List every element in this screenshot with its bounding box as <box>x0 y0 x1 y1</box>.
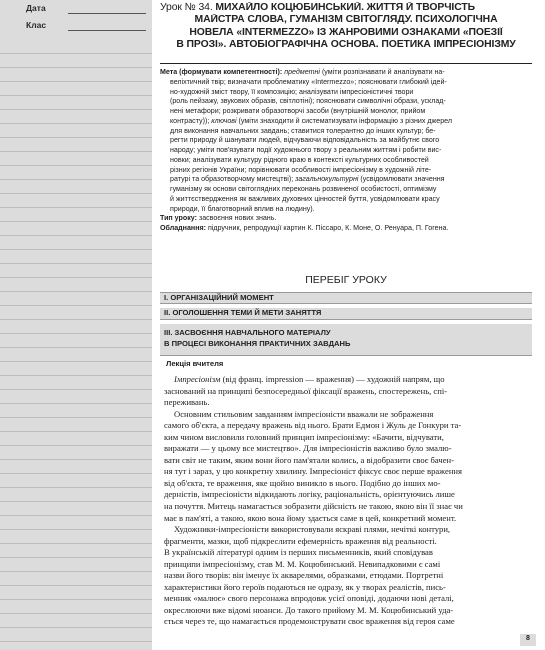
notes-lines <box>0 40 152 644</box>
goal-line <box>160 88 532 98</box>
lecture-line <box>164 466 530 478</box>
goal-line <box>160 107 532 117</box>
lesson-title-line-4: В ПРОЗІ». АВТОБІОГРАФІЧНА ОСНОВА. ПОЕТИКА ІМПРЕСІОНІЗМУ <box>176 39 516 51</box>
goal-line <box>160 146 532 156</box>
lecture-text <box>164 374 530 628</box>
goal-text: народу; уміти пов'язувати події художнього твору з реальним життям і робити вис- <box>170 146 442 154</box>
goal-lines <box>160 68 532 214</box>
section-new-material-line-2: В ПРОЦЕСІ ВИКОНАННЯ ПРАКТИЧНИХ ЗАВДАНЬ <box>164 338 351 348</box>
main-column <box>160 0 532 650</box>
lecture-line <box>164 443 530 455</box>
lecture-text-run: Основним стильовим завданням імпресіоністи вважали не зображення <box>174 408 434 419</box>
lecture-heading: Лекція вчителя <box>166 359 224 368</box>
goals-label: Мета (формувати компетентності): <box>160 68 283 76</box>
lecture-text-run: виражати — у цьому все мистецтво». Для імпресіоністів важливо було змалю- <box>164 443 452 454</box>
date-field-line <box>68 13 146 14</box>
lecture-line <box>164 386 530 398</box>
lesson-goals <box>160 68 532 234</box>
lecture-line <box>164 420 530 432</box>
lecture-text-run: вати світ не таким, яким вони його пам'ятали колись, а відобразити своє бачен- <box>164 454 454 465</box>
lecture-line <box>164 547 530 559</box>
goal-text: нені метафори; розкривати образотворчі засоби (внутрішній монолог, прийом <box>170 107 426 115</box>
lecture-text-run: менник «малює» свого персонажа впродовж усієї оповіді, додаючи нові деталі, <box>164 593 454 604</box>
lecture-line <box>164 616 530 628</box>
lecture-text-run: самого об'єкта, а передачу вражень від нього. Брати Едмон і Жуль де Гонкури та- <box>164 420 462 431</box>
lesson-header <box>160 2 532 52</box>
lecture-text-run: В українській літературі одним із перших письменників, який сповідував <box>164 547 433 558</box>
section-new-material <box>160 324 532 356</box>
section-organizational: I. ОРГАНІЗАЦІЙНИЙ МОМЕНТ <box>160 292 532 304</box>
lecture-text-run: фрагменти, мазки, щоб підкреслити ефемерність враження від реальності. <box>164 535 437 546</box>
lecture-line <box>164 513 530 525</box>
class-label: Клас <box>26 20 47 30</box>
goal-text: (усвідомлювати значення <box>358 175 445 184</box>
lesson-type-value: засвоєння нових знань. <box>196 214 277 223</box>
lecture-text-run: ня тут і зараз, у цю конкретну хвилину. Імпресіоніст фіксує своє перше враження <box>164 466 462 477</box>
class-row <box>0 20 152 34</box>
goal-line <box>160 195 532 205</box>
lesson-title-line-2: МАЙСТРА СЛОВА, ГУМАНІЗМ СВІТОГЛЯДУ. ПСИХОЛОГІЧНА <box>194 14 498 26</box>
lecture-line <box>164 501 530 513</box>
goal-text: гуманізму як основи світоглядних переконань розвиненої особистості, оптимізму <box>170 185 437 193</box>
lecture-line <box>164 455 530 467</box>
section-topic-goals: II. ОГОЛОШЕННЯ ТЕМИ Й МЕТИ ЗАНЯТТЯ <box>160 308 532 320</box>
goal-emphasis: загальнокультурні <box>295 175 359 184</box>
section-new-material-line-1: III. ЗАСВОЄННЯ НАВЧАЛЬНОГО МАТЕРІАЛУ <box>164 328 331 337</box>
equipment-label: Обладнання: <box>160 224 206 232</box>
goal-text: новки; аналізувати культуру рідного краю в контексті культурних особливостей <box>170 155 429 164</box>
lesson-title-line-3: НОВЕЛА «INTERMEZZO» ІЗ ЖАНРОВИМИ ОЗНАКАМИ «ПОЕЗІЇ <box>189 26 503 38</box>
lecture-text-run: ким чином висловили головний принцип імпресіонізму: «Бачити, відчувати, <box>164 431 444 442</box>
lesson-title-part: МИХАЙЛО КОЦЮБИНСЬКИЙ. ЖИТТЯ Й ТВОРЧІСТЬ <box>215 2 475 13</box>
lecture-line <box>164 374 530 386</box>
goal-text: но-художній зміст твору, її композицію; аналізувати імпресіоністичні твори <box>170 87 414 96</box>
lesson-number: Урок № 34. <box>160 2 213 13</box>
page-number: 8 <box>526 635 530 642</box>
goal-text: для виконання навчальних завдань; ставитися толерантно до інших культур; бе- <box>170 126 436 135</box>
lecture-text-run: заснований на принципі безпосередньої фіксації вражень, спостережень, спі- <box>164 385 448 396</box>
lecture-line <box>164 570 530 582</box>
goal-line <box>160 97 532 107</box>
lecture-text-run: окреслюючи вже відомі нюанси. До такого прийому М. М. Коцюбинський уда- <box>164 604 454 615</box>
lecture-text-run: назви його творів: він іменує їх акварелями, образками, етюдами. Портретні <box>164 570 444 581</box>
goal-text: й життєствердження як важливих духовних цінностей буття, усвідомлювати красу <box>170 194 440 203</box>
lecture-line <box>164 582 530 594</box>
lesson-type <box>160 214 532 224</box>
lecture-text-run: від об'єкта, те враження, яке щойно виникло в нього. Подібно до інших мо- <box>164 477 441 488</box>
lecture-text-run: принципи імпресіонізму, став М. М. Коцюбинський. Невипадковими є самі <box>164 558 441 569</box>
header-rule <box>160 63 532 64</box>
goal-line <box>160 185 532 195</box>
goal-emphasis: ключові <box>211 116 237 125</box>
goal-line <box>160 156 532 166</box>
equipment <box>160 224 532 234</box>
date-row <box>0 3 152 17</box>
lecture-text-run: переживань. <box>164 397 210 408</box>
lecture-line <box>164 478 530 490</box>
lecture-line <box>164 524 530 536</box>
lecture-line <box>164 489 530 501</box>
goal-text: (уміти знаходити й систематизувати інформацію з різних джерел <box>236 116 452 125</box>
goal-text: різних регіонів України; порівнювати особливості імпресіонізму в художній літе- <box>170 165 432 174</box>
lecture-line <box>164 409 530 421</box>
lecture-text-run: ється через те, що намагається продемонструвати своє враження від героя саме <box>164 616 455 627</box>
goal-line <box>160 175 532 185</box>
goal-line <box>160 127 532 137</box>
margin-column <box>0 0 152 650</box>
lecture-term: Імпресіонізм <box>174 374 221 384</box>
lecture-line <box>164 559 530 571</box>
lecture-text-run: характеристики його героїв подаються не одразу, як у творах реалістів, пись- <box>164 581 446 592</box>
lecture-line <box>164 397 530 409</box>
goal-text: ратурі та образотворчому мистецтві); <box>170 175 296 184</box>
lecture-line <box>164 605 530 617</box>
lecture-line <box>164 593 530 605</box>
goal-line <box>160 205 532 215</box>
goal-line <box>160 117 532 127</box>
lecture-text-run: на почуття. Митець намагається зобразити дійсність не такою, якою він її знає чи <box>164 501 463 512</box>
course-title: ПЕРЕБІГ УРОКУ <box>305 274 387 286</box>
lesson-type-label: Тип уроку: <box>160 214 197 223</box>
goal-text: контрасту)); <box>170 116 212 125</box>
lecture-text-run: Художники-імпресіоністи використовували яскраві плями, нечіткі контури, <box>174 524 451 535</box>
lecture-text-run: дерністів, імпресіоністи відкидають логіку, раціональність, орієнтуючись лише <box>164 489 455 500</box>
goal-text: (уміти розпізнавати й аналізувати на- <box>319 68 445 76</box>
goal-text: природи, її благотворний вплив на людину). <box>170 204 315 213</box>
lecture-text-run: має в пам'яті, а такою, якою вона йому здається саме в цей, конкретний момент. <box>164 512 457 523</box>
goal-line <box>160 166 532 176</box>
goal-line <box>160 136 532 146</box>
lesson-title-line-1 <box>160 2 532 14</box>
lecture-line <box>164 432 530 444</box>
goal-text: (роль пейзажу, звукових образів, світлотіні); пояснювати символічні образи, усклад- <box>170 97 446 106</box>
goal-text: регти природу й шанувати людей, відчуваючи відповідальність за майбутнє свого <box>170 136 440 145</box>
class-field-line <box>68 30 146 31</box>
goal-emphasis: предметні <box>284 68 320 76</box>
goal-text: веліхтичний твір; визначати проблематику «Intermezzo»; пояснювати глибокий ідей- <box>170 77 447 86</box>
goal-line <box>160 78 532 88</box>
lecture-line <box>164 536 530 548</box>
goal-line <box>160 68 532 78</box>
equipment-value: підручник, репродукції картин К. Піссаро, К. Моне, О. Ренуара, П. Гогена. <box>205 224 449 232</box>
date-label: Дата <box>26 3 46 13</box>
lecture-text-run: (від франц. impression — враження) — художній напрям, що <box>220 374 445 384</box>
